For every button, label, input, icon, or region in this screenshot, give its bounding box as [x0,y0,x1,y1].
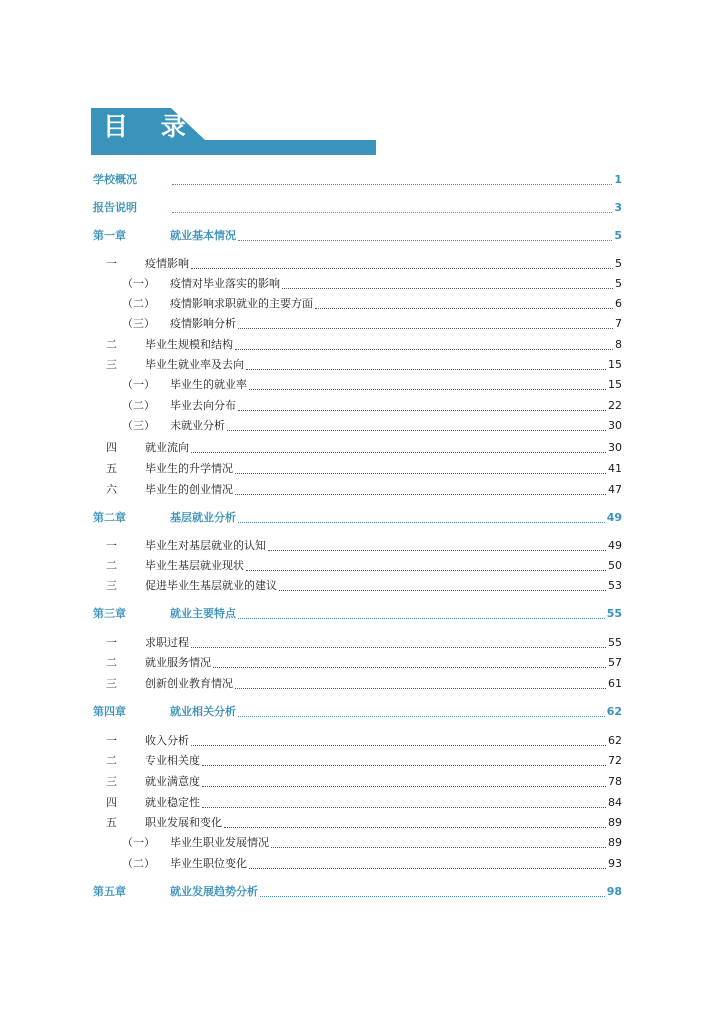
toc-leader-dots [172,172,612,185]
toc-page-number: 5 [615,277,622,290]
toc-entry-number: 一 [106,257,117,270]
toc-leader-dots [191,440,606,453]
toc-entry[interactable] [0,774,724,790]
toc-page-number: 89 [608,836,622,849]
toc-entry-title: 创新创业教育情况 [145,677,233,690]
toc-entry-number: 三 [106,579,117,592]
toc-entry-title: 就业稳定性 [145,796,200,809]
toc-page-number: 53 [608,579,622,592]
toc-leader-dots [191,256,613,269]
toc-entry-number: （二） [122,297,155,310]
toc-entry-number: 四 [106,796,117,809]
toc-entry-number: 三 [106,775,117,788]
toc-page-number: 5 [614,229,622,242]
toc-entry-title: 基层就业分析 [170,511,236,524]
toc-leader-dots [246,357,606,370]
toc-entry-title: 就业主要特点 [170,607,236,620]
toc-entry-title: 毕业生的升学情况 [145,462,233,475]
toc-entry[interactable] [0,256,724,272]
toc-page-number: 30 [608,419,622,432]
toc-leader-dots [238,316,613,329]
toc-entry[interactable] [0,753,724,769]
toc-entry-title: 毕业生的创业情况 [145,483,233,496]
toc-entry-title: 职业发展和变化 [145,816,222,829]
toc-chapter-entry[interactable] [0,510,724,526]
toc-entry[interactable] [0,578,724,594]
toc-page-number: 49 [608,539,622,552]
toc-leader-dots [260,884,605,897]
toc-page-number: 15 [608,378,622,391]
toc-leader-dots [238,228,612,241]
toc-entry-title: 毕业生的就业率 [170,378,247,391]
toc-entry[interactable] [0,418,724,434]
toc-leader-dots [249,856,606,869]
toc-entry-number: （二） [122,857,155,870]
toc-page-number: 41 [608,462,622,475]
toc-page-number: 15 [608,358,622,371]
toc-entry-title: 促进毕业生基层就业的建议 [145,579,277,592]
toc-entry-title: 毕业生职位变化 [170,857,247,870]
page-title: 目 录 [103,112,198,141]
toc-entry-number: 第五章 [93,885,126,898]
toc-leader-dots [235,482,606,495]
toc-entry[interactable] [0,296,724,312]
toc-page-number: 72 [608,754,622,767]
toc-entry[interactable] [0,558,724,574]
toc-leader-dots [172,200,612,213]
toc-entry-title: 疫情影响求职就业的主要方面 [170,297,313,310]
toc-leader-dots [202,753,606,766]
toc-page-number: 78 [608,775,622,788]
toc-leader-dots [235,337,613,350]
toc-entry-number: 学校概况 [93,173,137,186]
toc-page-number: 89 [608,816,622,829]
toc-entry-title: 毕业生就业率及去向 [145,358,244,371]
toc-page-number: 7 [615,317,622,330]
toc-entry-number: （一） [122,378,155,391]
toc-entry-number: 二 [106,656,117,669]
toc-entry-number: 五 [106,816,117,829]
toc-entry[interactable] [0,398,724,414]
toc-entry-title: 疫情影响 [145,257,189,270]
toc-page-number: 30 [608,441,622,454]
toc-entry-title: 就业相关分析 [170,705,236,718]
toc-page-number: 84 [608,796,622,809]
toc-page-number: 47 [608,483,622,496]
toc-entry[interactable] [0,835,724,851]
toc-leader-dots [191,635,606,648]
toc-leader-dots [235,676,606,689]
toc-entry[interactable] [0,538,724,554]
toc-entry-number: 四 [106,441,117,454]
toc-entry[interactable] [0,461,724,477]
toc-page-number: 62 [608,734,622,747]
toc-chapter-entry[interactable] [0,884,724,900]
toc-leader-dots [268,538,606,551]
toc-entry-title: 疫情影响分析 [170,317,236,330]
toc-entry-number: 三 [106,358,117,371]
toc-leader-dots [202,795,606,808]
toc-leader-dots [249,377,606,390]
toc-entry-number: 五 [106,462,117,475]
toc-entry[interactable] [0,676,724,692]
toc-entry-number: 二 [106,338,117,351]
toc-page-number: 93 [608,857,622,870]
toc-entry-title: 毕业生职业发展情况 [170,836,269,849]
toc-entry-number: 一 [106,539,117,552]
toc-entry-number: 二 [106,559,117,572]
toc-entry-number: 一 [106,636,117,649]
toc-leader-dots [279,578,606,591]
toc-entry-title: 就业满意度 [145,775,200,788]
toc-leader-dots [235,461,606,474]
toc-entry-number: （二） [122,399,155,412]
toc-leader-dots [315,296,613,309]
toc-entry-title: 毕业去向分布 [170,399,236,412]
toc-entry[interactable] [0,200,724,216]
toc-page-number: 49 [606,511,622,524]
toc-entry[interactable] [0,482,724,498]
toc-page-number: 6 [615,297,622,310]
toc-leader-dots [271,835,606,848]
toc-entry[interactable] [0,815,724,831]
toc-entry-number: （三） [122,317,155,330]
toc-entry-title: 就业发展趋势分析 [170,885,258,898]
toc-leader-dots [246,558,606,571]
toc-leader-dots [282,276,613,289]
toc-page-number: 3 [614,201,622,214]
toc-page-number: 5 [615,257,622,270]
toc-entry-title: 就业基本情况 [170,229,236,242]
toc-entry-number: 三 [106,677,117,690]
toc-entry-title: 专业相关度 [145,754,200,767]
toc-leader-dots [202,774,606,787]
toc-entry-title: 毕业生规模和结构 [145,338,233,351]
toc-entry[interactable] [0,635,724,651]
toc-chapter-entry[interactable] [0,228,724,244]
toc-leader-dots [238,398,606,411]
toc-entry-number: 第一章 [93,229,126,242]
toc-entry-number: 第三章 [93,607,126,620]
toc-entry-title: 收入分析 [145,734,189,747]
toc-leader-dots [238,606,605,619]
toc-entry-title: 就业服务情况 [145,656,211,669]
toc-entry-number: 第二章 [93,511,126,524]
toc-entry[interactable] [0,172,724,188]
toc-entry[interactable] [0,733,724,749]
toc-entry-number: 一 [106,734,117,747]
toc-page-number: 98 [606,885,622,898]
toc-entry-number: （一） [122,277,155,290]
toc-entry[interactable] [0,440,724,456]
toc-page-number: 57 [608,656,622,669]
toc-entry[interactable] [0,856,724,872]
toc-leader-dots [213,655,606,668]
toc-entry-title: 求职过程 [145,636,189,649]
toc-page-number: 62 [606,705,622,718]
toc-entry-number: 第四章 [93,705,126,718]
toc-page-number: 61 [608,677,622,690]
toc-entry[interactable] [0,655,724,671]
toc-page-number: 22 [608,399,622,412]
toc-entry[interactable] [0,795,724,811]
toc-entry-title: 疫情对毕业落实的影响 [170,277,280,290]
toc-entry[interactable] [0,337,724,353]
toc-entry-number: 六 [106,483,117,496]
toc-entry[interactable] [0,316,724,332]
toc-entry[interactable] [0,276,724,292]
toc-entry-number: 二 [106,754,117,767]
toc-entry[interactable] [0,377,724,393]
toc-page-number: 55 [606,607,622,620]
toc-page-number: 50 [608,559,622,572]
toc-leader-dots [191,733,606,746]
toc-leader-dots [227,418,606,431]
toc-entry-title: 毕业生基层就业现状 [145,559,244,572]
toc-chapter-entry[interactable] [0,704,724,720]
toc-leader-dots [238,704,605,717]
toc-entry-number: 报告说明 [93,201,137,214]
toc-page-number: 8 [615,338,622,351]
toc-leader-dots [224,815,606,828]
toc-chapter-entry[interactable] [0,606,724,622]
toc-entry-title: 毕业生对基层就业的认知 [145,539,266,552]
toc-page-number: 55 [608,636,622,649]
toc-entry-number: （三） [122,419,155,432]
toc-entry[interactable] [0,357,724,373]
toc-entry-number: （一） [122,836,155,849]
toc-page-number: 1 [614,173,622,186]
toc-entry-title: 未就业分析 [170,419,225,432]
toc-leader-dots [238,510,605,523]
toc-entry-title: 就业流向 [145,441,189,454]
